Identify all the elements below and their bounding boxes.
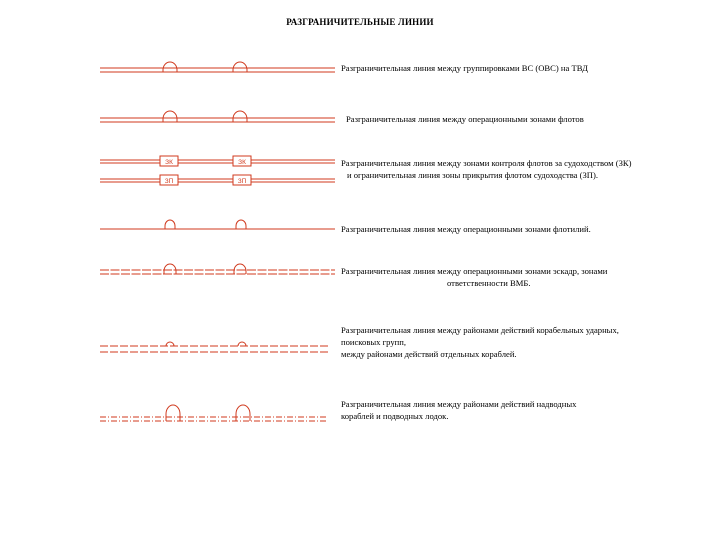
symbol-control-zone-boundary — [100, 156, 335, 185]
caption-line: кораблей и подводных лодок. — [341, 411, 449, 421]
caption-control-zone-boundary — [341, 157, 632, 181]
caption-ship-group-boundary — [341, 324, 619, 360]
caption-line: между районами действий отдельных кораблей. — [341, 349, 517, 359]
caption-line: Разграничительная линия между операционными зонами флотилий. — [341, 224, 591, 234]
caption-squadron-boundary — [341, 265, 607, 289]
symbol-ship-group-boundary — [100, 342, 328, 352]
page-title: РАЗГРАНИЧИТЕЛЬНЫЕ ЛИНИИ — [286, 17, 434, 27]
symbol-squadron-boundary — [100, 264, 335, 274]
symbol-surface-submarine-boundary — [100, 405, 328, 421]
symbol-flotilla-boundary — [100, 220, 335, 229]
symbol-group-boundary — [100, 62, 335, 72]
symbol-fleet-zone-boundary — [100, 111, 335, 122]
caption-surface-submarine-boundary — [341, 398, 576, 422]
zk-mark-left: ЗК — [165, 159, 173, 166]
caption-line: поисковых групп, — [341, 337, 406, 347]
caption-line: Разграничительная линия между операционными зонами флотов — [346, 114, 584, 124]
zp-mark-left: ЗП — [164, 178, 174, 185]
caption-line: Разграничительная линия между районами действий корабельных ударных, — [341, 325, 619, 335]
caption-flotilla-boundary — [341, 223, 591, 235]
caption-line: Разграничительная линия между зонами контроля флотов за судоходством (ЗК) — [341, 158, 632, 168]
caption-line: ответственности ВМБ. — [447, 278, 531, 288]
caption-line: Разграничительная линия между районами действий надводных — [341, 399, 577, 409]
caption-line: Разграничительная линия между операционными зонами эскадр, зонами — [341, 266, 608, 276]
caption-fleet-zone-boundary — [346, 113, 584, 125]
caption-group-boundary — [341, 62, 588, 74]
zk-mark-right: ЗК — [238, 159, 246, 166]
caption-line: Разграничительная линия между группировками ВС (ОВС) на ТВД — [341, 63, 588, 73]
caption-line: и ограничительная линия зоны прикрытия флотом судоходства (ЗП). — [347, 170, 598, 180]
zp-mark-right: ЗП — [237, 178, 247, 185]
